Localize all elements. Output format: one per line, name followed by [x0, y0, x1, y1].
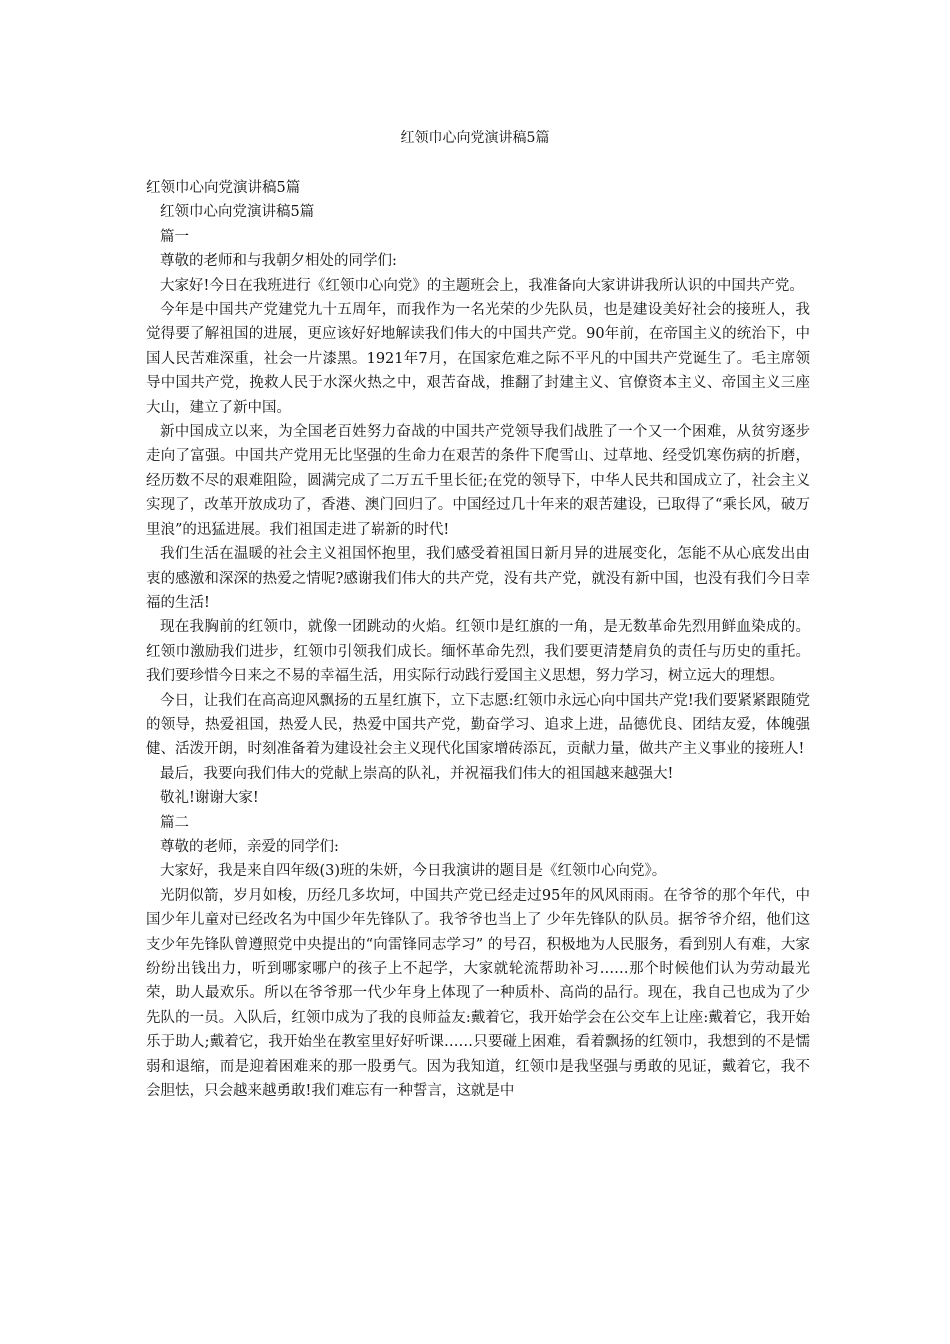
- document-title: 红领巾心向党演讲稿5篇: [400, 130, 550, 146]
- salutation: 尊敬的老师和与我朝夕相处的同学们:: [160, 253, 397, 270]
- paragraph: 现在我胸前的红领巾，就像一团跳动的火焰。红领巾是红旗的一角，是无数革命先烈用鲜血染成的。红领巾激励我们进步，红领巾引领我们成长。缅怀革命先烈，我们要更清楚肩负的责任与历史的重托。我们要珍惜今日来之不易的幸福生活，用实际行动践行爱国主义思想，努力学习，树立远大的理想。: [146, 619, 810, 685]
- section-label: 篇一: [160, 228, 189, 245]
- paragraph: 今日，让我们在高高迎风飘扬的五星红旗下，立下志愿:红领巾永远心向中国共产党!我们要紧紧跟随党的领导，热爱祖国，热爱人民，热爱中国共产党，勤奋学习、追求上进，品德优良、团结友爱，体魄强健、活泼开朗，时刻准备着为建设社会主义现代化国家增砖添瓦，贡献力量，做共产主义事业的接班人!: [146, 692, 810, 758]
- heading-line: 红领巾心向党演讲稿5篇: [160, 204, 315, 221]
- salutation: 尊敬的老师，亲爱的同学们:: [160, 838, 339, 855]
- document-body: [146, 176, 810, 1103]
- heading-line: 红领巾心向党演讲稿5篇: [146, 180, 301, 196]
- paragraph: 新中国成立以来，为全国老百姓努力奋战的中国共产党领导我们战胜了一个又一个困难，从贫穷逐步走向了富强。中国共产党用无比坚强的生命力在艰苦的条件下爬雪山、过草地、经受饥寒伤病的折磨，经历数不尽的艰难阻险，圆满完成了二万五千里长征;在党的领导下，中华人民共和国成立了，社会主义实现了，改革开放成功了，香港、澳门回归了。中国经过几十年来的艰苦建设，已取得了“乘长风，破万里浪”的迅猛进展。我们祖国走进了崭新的时代!: [146, 424, 810, 538]
- paragraph: 最后，我要向我们伟大的党献上崇高的队礼，并祝福我们伟大的祖国越来越强大!: [160, 765, 674, 782]
- paragraph: 今年是中国共产党建党九十五周年，而我作为一名光荣的少先队员，也是建设美好社会的接班人，我觉得要了解祖国的进展，更应该好好地解读我们伟大的中国共产党。90年前，在帝国主义的统治下，中国人民苦难深重，社会一片漆黑。1921年7月，在国家危难之际不平凡的中国共产党诞生了。毛主席领导中国共产党，挽救人民于水深火热之中，艰苦奋战，推翻了封建主义、官僚资本主义、帝国主义三座大山，建立了新中国。: [146, 302, 810, 416]
- paragraph: 我们生活在温暖的社会主义祖国怀抱里，我们感受着祖国日新月异的进展变化，怎能不从心底发出由衷的感激和深深的热爱之情呢?感谢我们伟大的共产党，没有共产党，就没有新中国，也没有我们今日幸福的生活!: [146, 546, 810, 611]
- paragraph: 光阴似箭，岁月如梭，历经几多坎坷，中国共产党已经走过95年的风风雨雨。在爷爷的那个年代，中国少年儿童对已经改名为中国少年先锋队了。我爷爷也当上了 少年先锋队的队员。据爷爷介绍，他们这支少年先锋队曾遵照党中央提出的“向雷锋同志学习” 的号召，积极地为人民服务，看到别人有难，大家纷纷出钱出力，听到哪家哪户的孩子上不起学，大家就轮流帮助补习……那个时候他们认为劳动最光荣，助人最欢乐。所以在爷爷那一代少年身上体现了一种质朴、高尚的品行。现在，我自己也成为了少先队的一员。入队后，红领巾成为了我的良师益友:戴着它，我开始学会在公交车上让座:戴着它，我开始乐于助人;戴着它，我开始坐在教室里好好听课……只要碰上困难，看着飘扬的红领巾，我想到的不是懦弱和退缩，而是迎着困难来的那一股勇气。因为我知道，红领巾是我坚强与勇敢的见证，戴着它，我不会胆怯，只会越来越勇敢!我们难忘有一种誓言，这就是中: [146, 887, 810, 1100]
- paragraph: 大家好!今日在我班进行《红领巾心向党》的主题班会上，我准备向大家讲讲我所认识的中国共产党。: [160, 277, 804, 294]
- paragraph: 大家好，我是来自四年级(3)班的朱妍，今日我演讲的题目是《红领巾心向党》。: [160, 863, 667, 880]
- closing: 敬礼!谢谢大家!: [160, 790, 259, 807]
- section-label: 篇二: [160, 814, 189, 831]
